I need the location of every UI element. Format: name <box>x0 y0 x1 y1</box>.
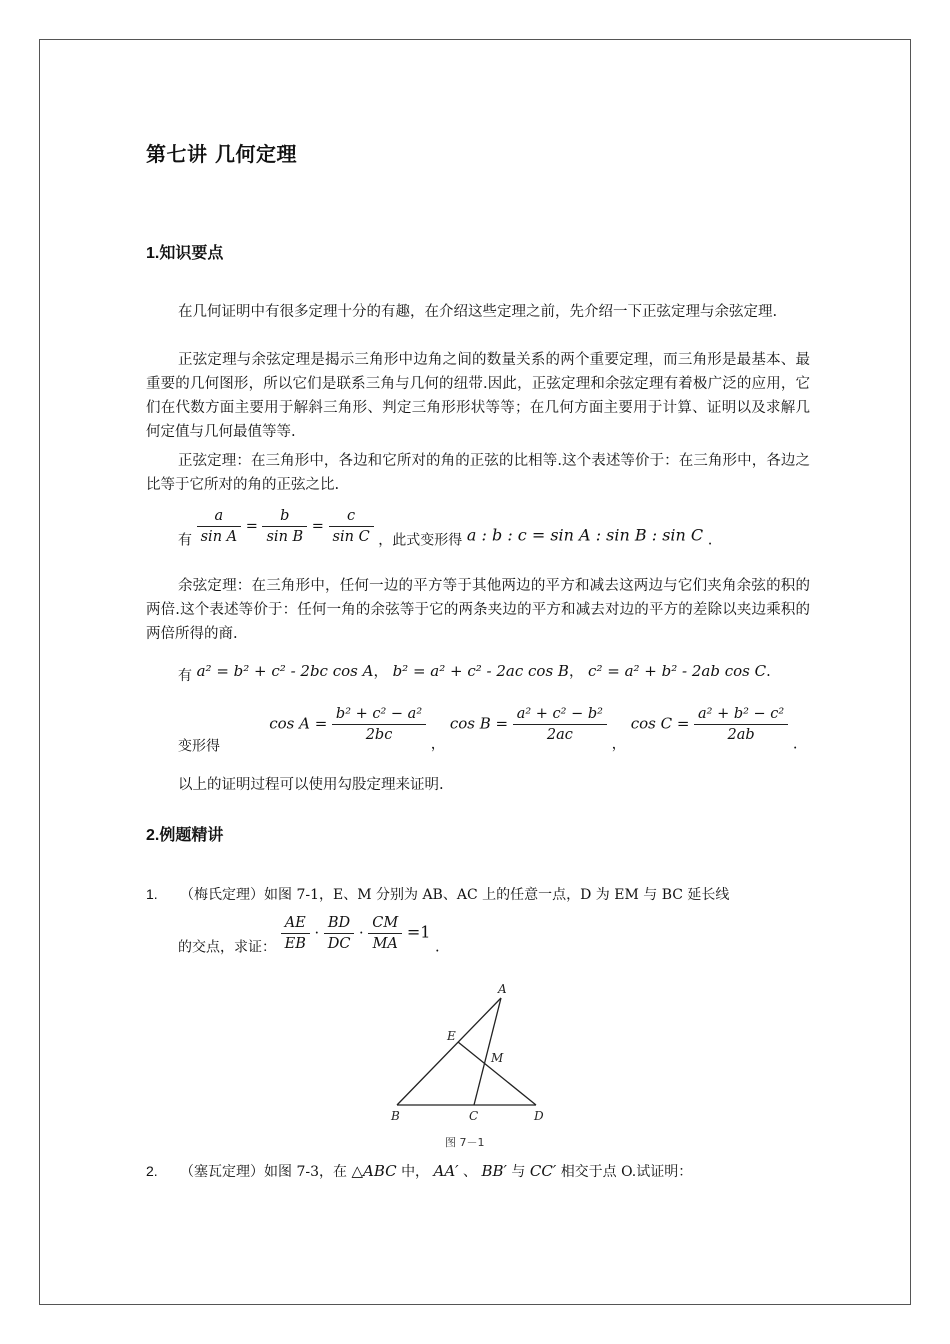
example-2-text-b: 中， <box>401 1164 430 1180</box>
paragraph-sine-cosine-overview: 正弦定理与余弦定理是揭示三角形中边角之间的数量关系的两个重要定理，而三角形是最基本、最重要的几何图形，所以它们是联系三角与几何的纽带.因此，正弦定理和余弦定理有着极广泛的应用，它们在代数方面主要用于解斜三角形、判定三角形形状等等；在几何方面主要用于计算、证明以及求解几何定值与几何最值等等. <box>146 352 810 440</box>
example-2-text-c: 相交于点 O.试证明： <box>560 1164 693 1180</box>
paragraph-proof-note: 以上的证明过程可以使用勾股定理来证明. <box>178 777 444 793</box>
segment-CC-prime: CC′ <box>529 1162 557 1180</box>
page-title: 第七讲 几何定理 <box>146 142 297 166</box>
label-E: E <box>447 1029 456 1043</box>
section-heading-knowledge: 1.知识要点 <box>146 245 224 262</box>
paragraph-intro: 在几何证明中有很多定理十分的有趣，在介绍这些定理之前，先介绍一下正弦定理与余弦定理. <box>178 304 778 320</box>
example-2-number: 2. <box>146 1163 158 1179</box>
fraction-cosA: $\frac{\text{b² + c² − a²}}{2bc}$ <box>332 706 426 743</box>
paragraph-sine-law: 正弦定理：在三角形中，各边和它所对的角的正弦的比相等.这个表述等价于：在三角形中，各边之比等于它所对的角的正弦之比. <box>146 453 810 493</box>
sine-mid-text: ，此式变形得 <box>378 532 463 549</box>
transform-prefix: 变形得 <box>178 738 220 755</box>
cosine-law-formula: 有 a² = b² + c² - 2bc cos A， b² = a² + c² - 2ac cos B， c² = a² + b² - 2ab cos C. <box>178 662 771 684</box>
section-heading-examples: 2.例题精讲 <box>146 827 224 844</box>
cosine-transform-formula: 变形得 cos A = $\frac{\text{b² + c² − a²}}{2bc}$ ， cos B = $\frac{\text{a² + c² − b²}}{2ac}$ ， cos C = $\frac{\text{a² + b² − c²}}{2ab}$ . <box>178 706 798 755</box>
segment-BA <box>397 998 501 1105</box>
figure-caption: 图 7－1 <box>445 1136 485 1149</box>
sine-ratio: a : b : c = sin A : sin B : sin C <box>466 525 704 545</box>
label-D: D <box>534 1109 544 1123</box>
segment-AA-prime: AA′ <box>433 1162 459 1180</box>
fraction-a-sinA: $\frac{a}{\text{sin A}}$ <box>197 508 242 545</box>
cosine-prefix: 有 <box>178 668 192 684</box>
sine-law-formula: 有 $\frac{a}{\text{sin A}}$ = $\frac{b}{\text{sin B}}$ = $\frac{c}{\text{sin C}}$ ，此式变形得 a : b : c = sin A : sin B : sin C . <box>178 508 713 549</box>
example-1-text2: 的交点，求证： <box>178 939 276 956</box>
example-1-text: （梅氏定理）如图 7-1，E、M 分别为 AB、AC 上的任意一点，D 为 EM 与 BC 延长线 <box>180 887 730 903</box>
separator: 、 <box>463 1164 478 1180</box>
sine-prefix: 有 <box>178 532 192 549</box>
triangle-ABC: △ABC <box>351 1162 397 1180</box>
segment-BB-prime: BB′ <box>481 1162 507 1180</box>
cosine-eq-c: c² = a² + b² - 2ab cos C <box>588 662 767 680</box>
fraction-b-sinB: $\frac{b}{\text{sin B}}$ <box>262 508 307 545</box>
label-A: A <box>498 982 507 996</box>
label-B: B <box>391 1109 400 1123</box>
example-1-number: 1. <box>146 886 158 902</box>
fraction-c-sinC: $\frac{c}{\text{sin C}}$ <box>329 508 374 545</box>
fraction-cosC: $\frac{\text{a² + b² − c²}}{2ab}$ <box>694 706 788 743</box>
figure-7-1 <box>385 978 550 1153</box>
example-1-claim: 的交点，求证： $\frac{AE}{EB}$ · $\frac{BD}{DC}$ · $\frac{CM}{MA}$ =1 . <box>178 915 440 956</box>
label-M: M <box>491 1051 504 1065</box>
example-2-text-a: （塞瓦定理）如图 7-3，在 <box>180 1164 347 1180</box>
example-2-line <box>180 1161 692 1181</box>
label-C: C <box>469 1109 479 1123</box>
cosine-eq-b: b² = a² + c² - 2ac cos B <box>392 662 569 680</box>
paragraph-cosine-law: 余弦定理：在三角形中，任何一边的平方等于其他两边的平方和减去这两边与它们夹角余弦的积的两倍.这个表述等价于：任何一角的余弦等于它的两条夹边的平方和减去对边的平方的差除以夹边乘积的两倍所得的商. <box>146 578 810 642</box>
cosine-eq-a: a² = b² + c² - 2bc cos A <box>196 662 374 680</box>
fraction-cosB: $\frac{\text{a² + c² − b²}}{2ac}$ <box>513 706 607 743</box>
conjunction: 与 <box>511 1164 526 1180</box>
